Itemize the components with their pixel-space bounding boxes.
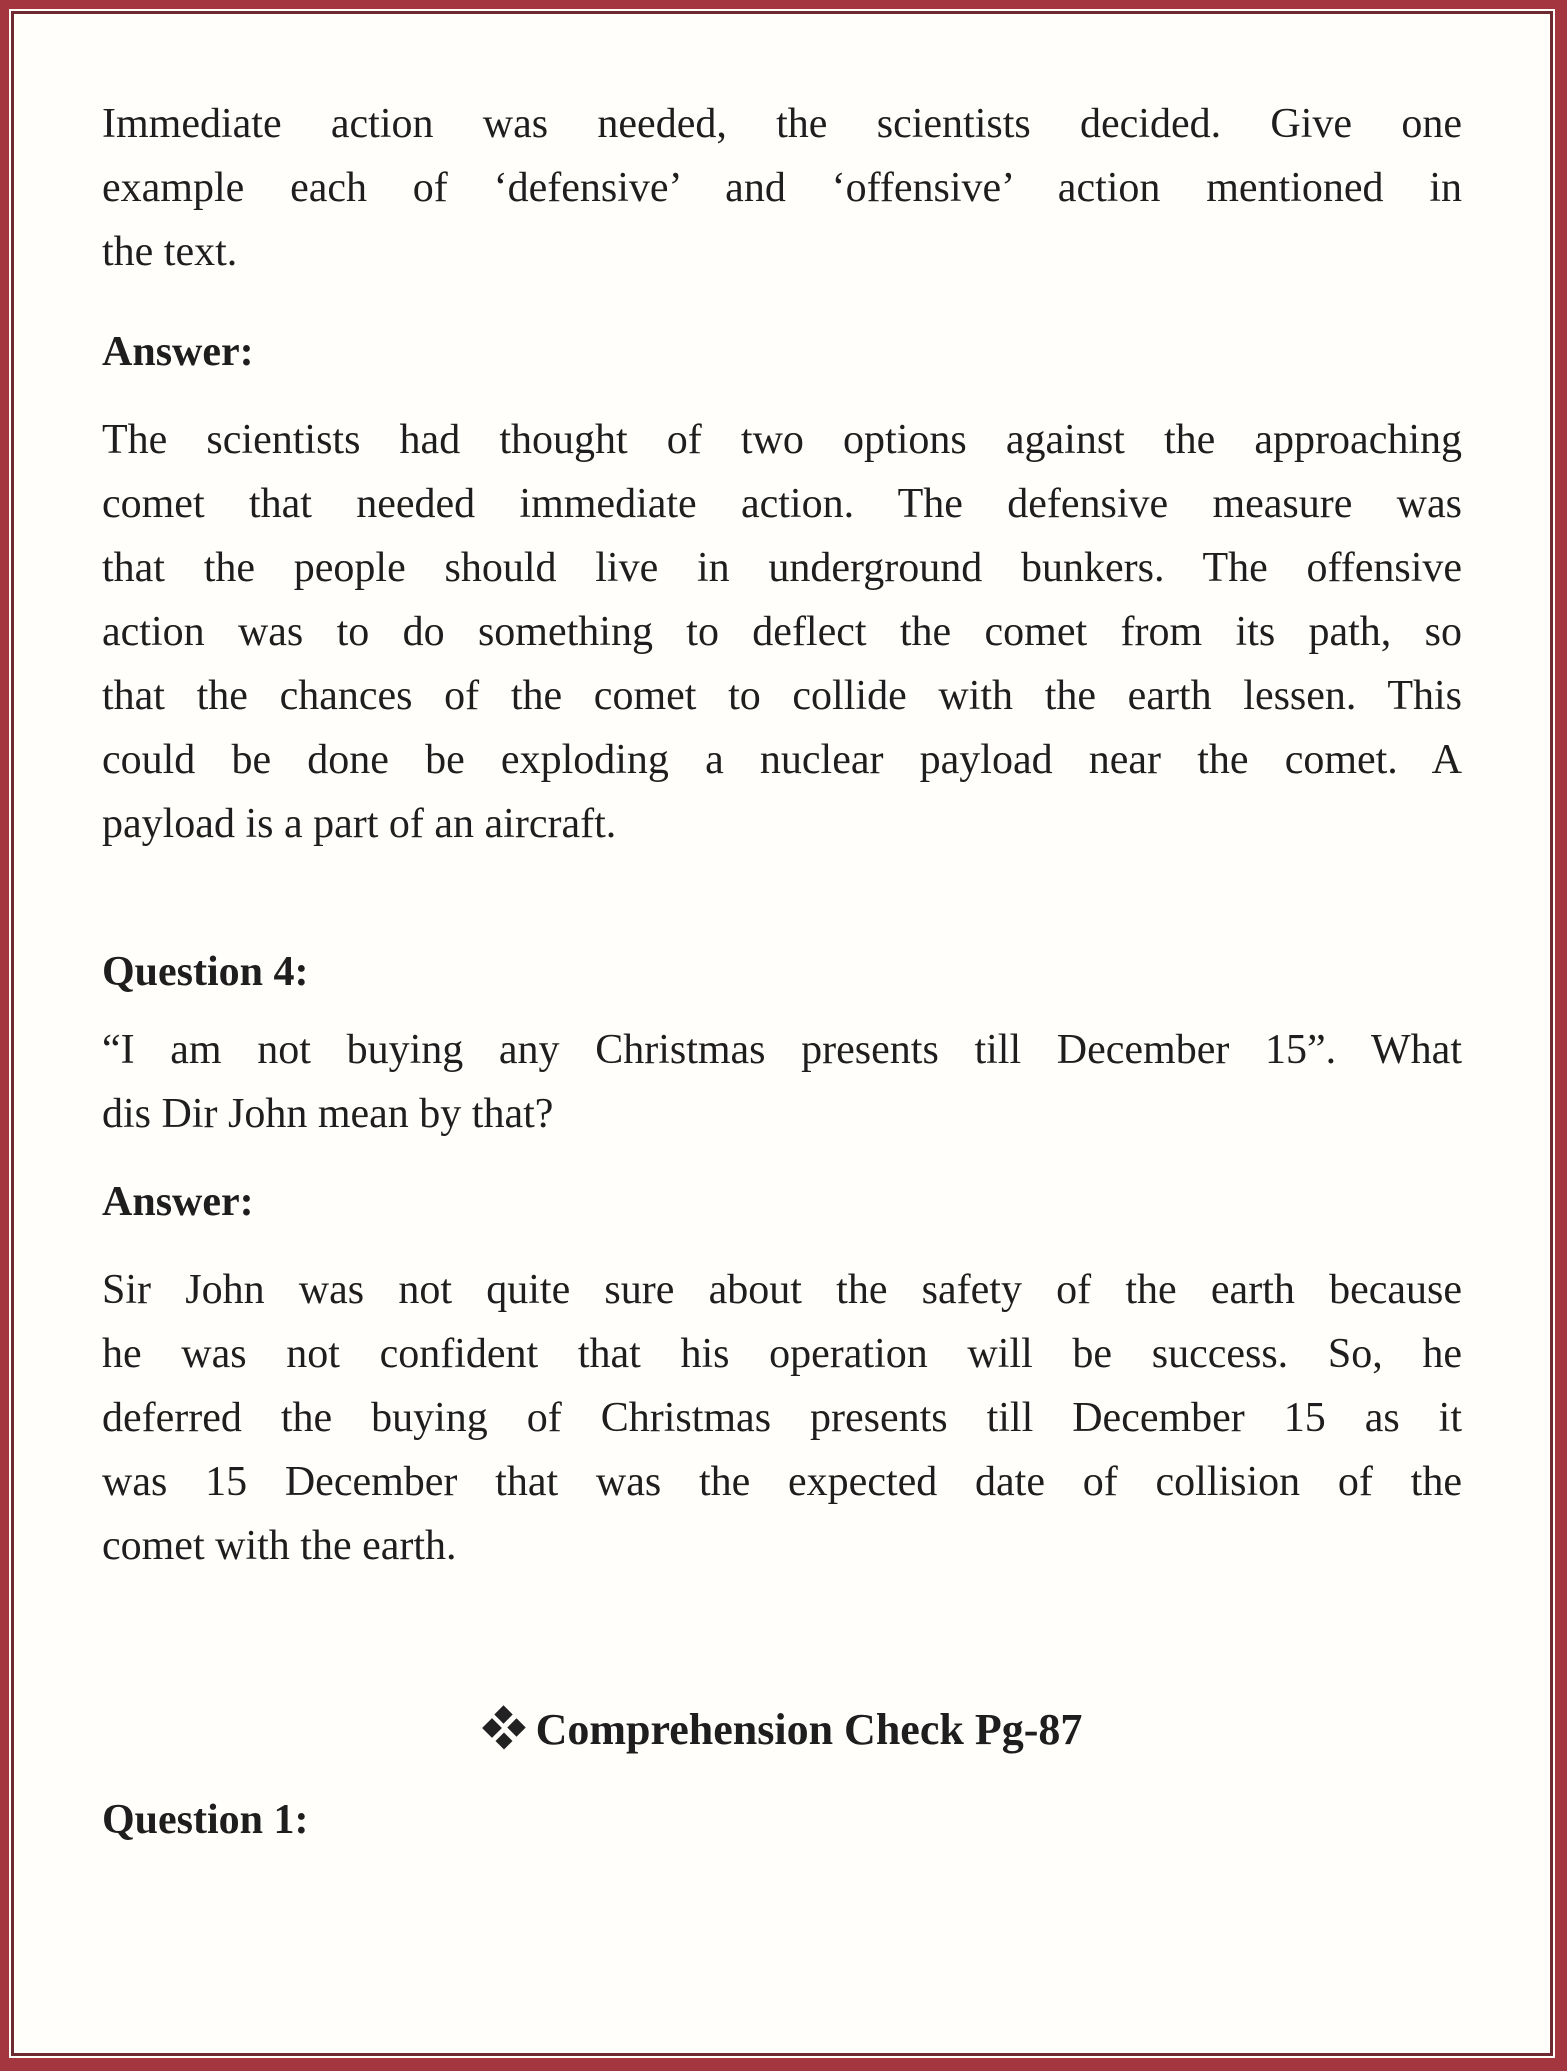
section-heading: [102, 1698, 1462, 1762]
paragraph-line: The scientists had thought of two options against the approaching: [102, 417, 1462, 463]
answer-label: Answer:: [102, 329, 254, 375]
paragraph-line: payload is a part of an aircraft.: [102, 801, 617, 847]
paragraph-line: deferred the buying of Christmas presents till December 15 as it: [102, 1395, 1462, 1441]
section-heading-text: Comprehension Check Pg-87: [535, 1705, 1083, 1754]
four-diamonds-icon: [482, 1706, 526, 1750]
paragraph-line: could be done be exploding a nuclear payload near the comet. A: [102, 737, 1462, 783]
question4-label: Question 4:: [102, 949, 309, 995]
paragraph-line: that the chances of the comet to collide with the earth lessen. This: [102, 673, 1462, 719]
paragraph-line: Immediate action was needed, the scientists decided. Give one: [102, 101, 1462, 147]
paragraph-line: comet with the earth.: [102, 1523, 457, 1569]
question4-text: [102, 1018, 1462, 1146]
paragraph-line: he was not confident that his operation will be success. So, he: [102, 1331, 1462, 1377]
paragraph-line: comet that needed immediate action. The defensive measure was: [102, 481, 1462, 527]
paragraph-line: dis Dir John mean by that?: [102, 1091, 554, 1137]
paragraph-line: that the people should live in underground bunkers. The offensive: [102, 545, 1462, 591]
paragraph-line: Sir John was not quite sure about the safety of the earth because: [102, 1267, 1462, 1313]
paragraph-line: example each of ‘defensive’ and ‘offensive’ action mentioned in: [102, 165, 1462, 211]
answer-label: Answer:: [102, 1179, 254, 1225]
question1-label: Question 1:: [102, 1797, 309, 1843]
question3-text: [102, 92, 1462, 284]
paragraph-line: “I am not buying any Christmas presents till December 15”. What: [102, 1027, 1462, 1073]
question3-answer-text: [102, 408, 1462, 856]
question4-answer-text: [102, 1258, 1462, 1578]
paragraph-line: was 15 December that was the expected date of collision of the: [102, 1459, 1462, 1505]
paragraph-line: action was to do something to deflect the comet from its path, so: [102, 609, 1462, 655]
document-body: [102, 92, 1462, 1852]
paragraph-line: the text.: [102, 229, 238, 275]
inner-border-frame: [11, 11, 1553, 2056]
